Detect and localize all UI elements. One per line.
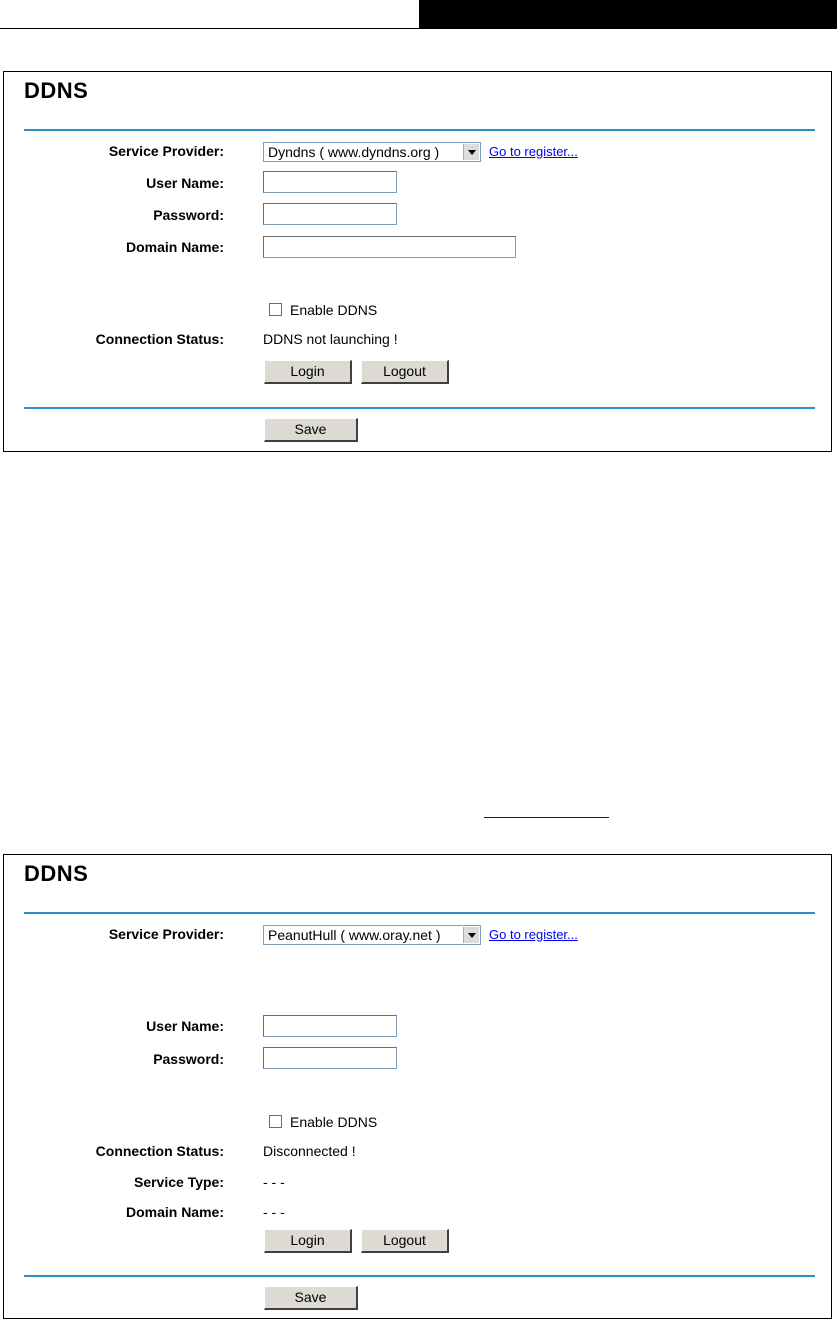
bottom-divider xyxy=(24,1275,815,1277)
connection-status-label: Connection Status: xyxy=(95,1143,224,1159)
service-provider-label: Service Provider: xyxy=(108,926,224,942)
ddns-panel-peanuthull xyxy=(3,854,832,1319)
bottom-divider xyxy=(24,407,815,409)
domain-name-label: Domain Name: xyxy=(125,1204,224,1220)
enable-ddns-row[interactable] xyxy=(269,1114,377,1130)
password-label: Password: xyxy=(153,1051,224,1067)
domain-name-value: - - - xyxy=(263,1204,285,1220)
domain-name-label: Domain Name: xyxy=(125,239,224,255)
panel-title: DDNS xyxy=(24,78,89,103)
password-label: Password: xyxy=(153,207,224,223)
chevron-down-icon[interactable] xyxy=(463,144,479,160)
header-black-bar xyxy=(419,0,837,28)
login-button[interactable]: Login xyxy=(264,360,352,384)
save-button[interactable]: Save xyxy=(264,418,358,442)
link-underline xyxy=(484,817,609,818)
user-name-label: User Name: xyxy=(146,175,224,191)
go-to-register-link[interactable]: Go to register... xyxy=(489,144,578,159)
logout-button[interactable]: Logout xyxy=(361,360,449,384)
header-divider xyxy=(0,28,837,29)
user-name-input[interactable] xyxy=(263,1015,397,1037)
service-provider-value: Dyndns ( www.dyndns.org ) xyxy=(268,144,440,160)
connection-status-value: Disconnected ! xyxy=(263,1143,356,1159)
service-type-value: - - - xyxy=(263,1174,285,1190)
ddns-panel-dyndns xyxy=(3,71,832,452)
service-type-label: Service Type: xyxy=(133,1174,224,1190)
save-button[interactable]: Save xyxy=(264,1286,358,1310)
service-provider-select[interactable] xyxy=(263,142,481,162)
panel-title: DDNS xyxy=(24,861,89,886)
enable-ddns-label: Enable DDNS xyxy=(290,302,378,318)
service-provider-label: Service Provider: xyxy=(108,143,224,159)
enable-ddns-checkbox[interactable] xyxy=(269,1115,282,1128)
enable-ddns-label: Enable DDNS xyxy=(290,1114,378,1130)
chevron-down-icon[interactable] xyxy=(463,927,479,943)
domain-name-input[interactable] xyxy=(263,236,516,258)
enable-ddns-checkbox[interactable] xyxy=(269,303,282,316)
go-to-register-link[interactable]: Go to register... xyxy=(489,927,578,942)
password-input[interactable] xyxy=(263,203,397,225)
service-provider-value: PeanutHull ( www.oray.net ) xyxy=(268,927,441,943)
user-name-label: User Name: xyxy=(146,1018,224,1034)
password-input[interactable] xyxy=(263,1047,397,1069)
login-button[interactable]: Login xyxy=(264,1229,352,1253)
enable-ddns-row[interactable] xyxy=(269,302,377,318)
top-divider xyxy=(24,129,815,131)
logout-button[interactable]: Logout xyxy=(361,1229,449,1253)
user-name-input[interactable] xyxy=(263,171,397,193)
connection-status-label: Connection Status: xyxy=(95,331,224,347)
connection-status-value: DDNS not launching ! xyxy=(263,331,398,347)
service-provider-select[interactable] xyxy=(263,925,481,945)
top-divider xyxy=(24,912,815,914)
